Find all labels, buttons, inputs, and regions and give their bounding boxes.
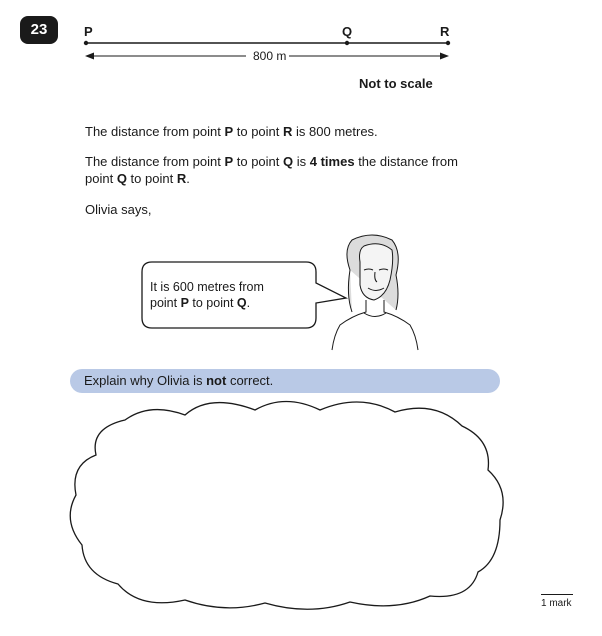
arrowhead-right — [440, 53, 449, 60]
olivia-says: Olivia says, — [85, 202, 152, 217]
olivia-illustration — [332, 235, 418, 350]
question-number: 23 — [20, 16, 58, 44]
mark-label: 1 mark — [541, 598, 572, 609]
distance-label: 800 m — [250, 49, 289, 63]
not-to-scale-note: Not to scale — [359, 76, 433, 91]
prompt-text: Explain why Olivia is not correct. — [84, 373, 274, 388]
arrowhead-left — [85, 53, 94, 60]
point-q-label: Q — [342, 24, 353, 39]
point-q-dot — [345, 41, 349, 45]
mark-divider — [541, 594, 573, 595]
statement-pq: The distance from point P to point Q is 4 times the distance from point Q to point R. — [85, 154, 458, 186]
statement-pr: The distance from point P to point R is 800 metres. — [85, 124, 378, 139]
point-p-dot — [84, 41, 88, 45]
point-r-label: R — [440, 24, 450, 39]
answer-area[interactable] — [105, 430, 485, 590]
point-p-label: P — [84, 24, 93, 39]
speech-text: It is 600 metres from point P to point Q. — [150, 280, 264, 310]
point-r-dot — [446, 41, 450, 45]
